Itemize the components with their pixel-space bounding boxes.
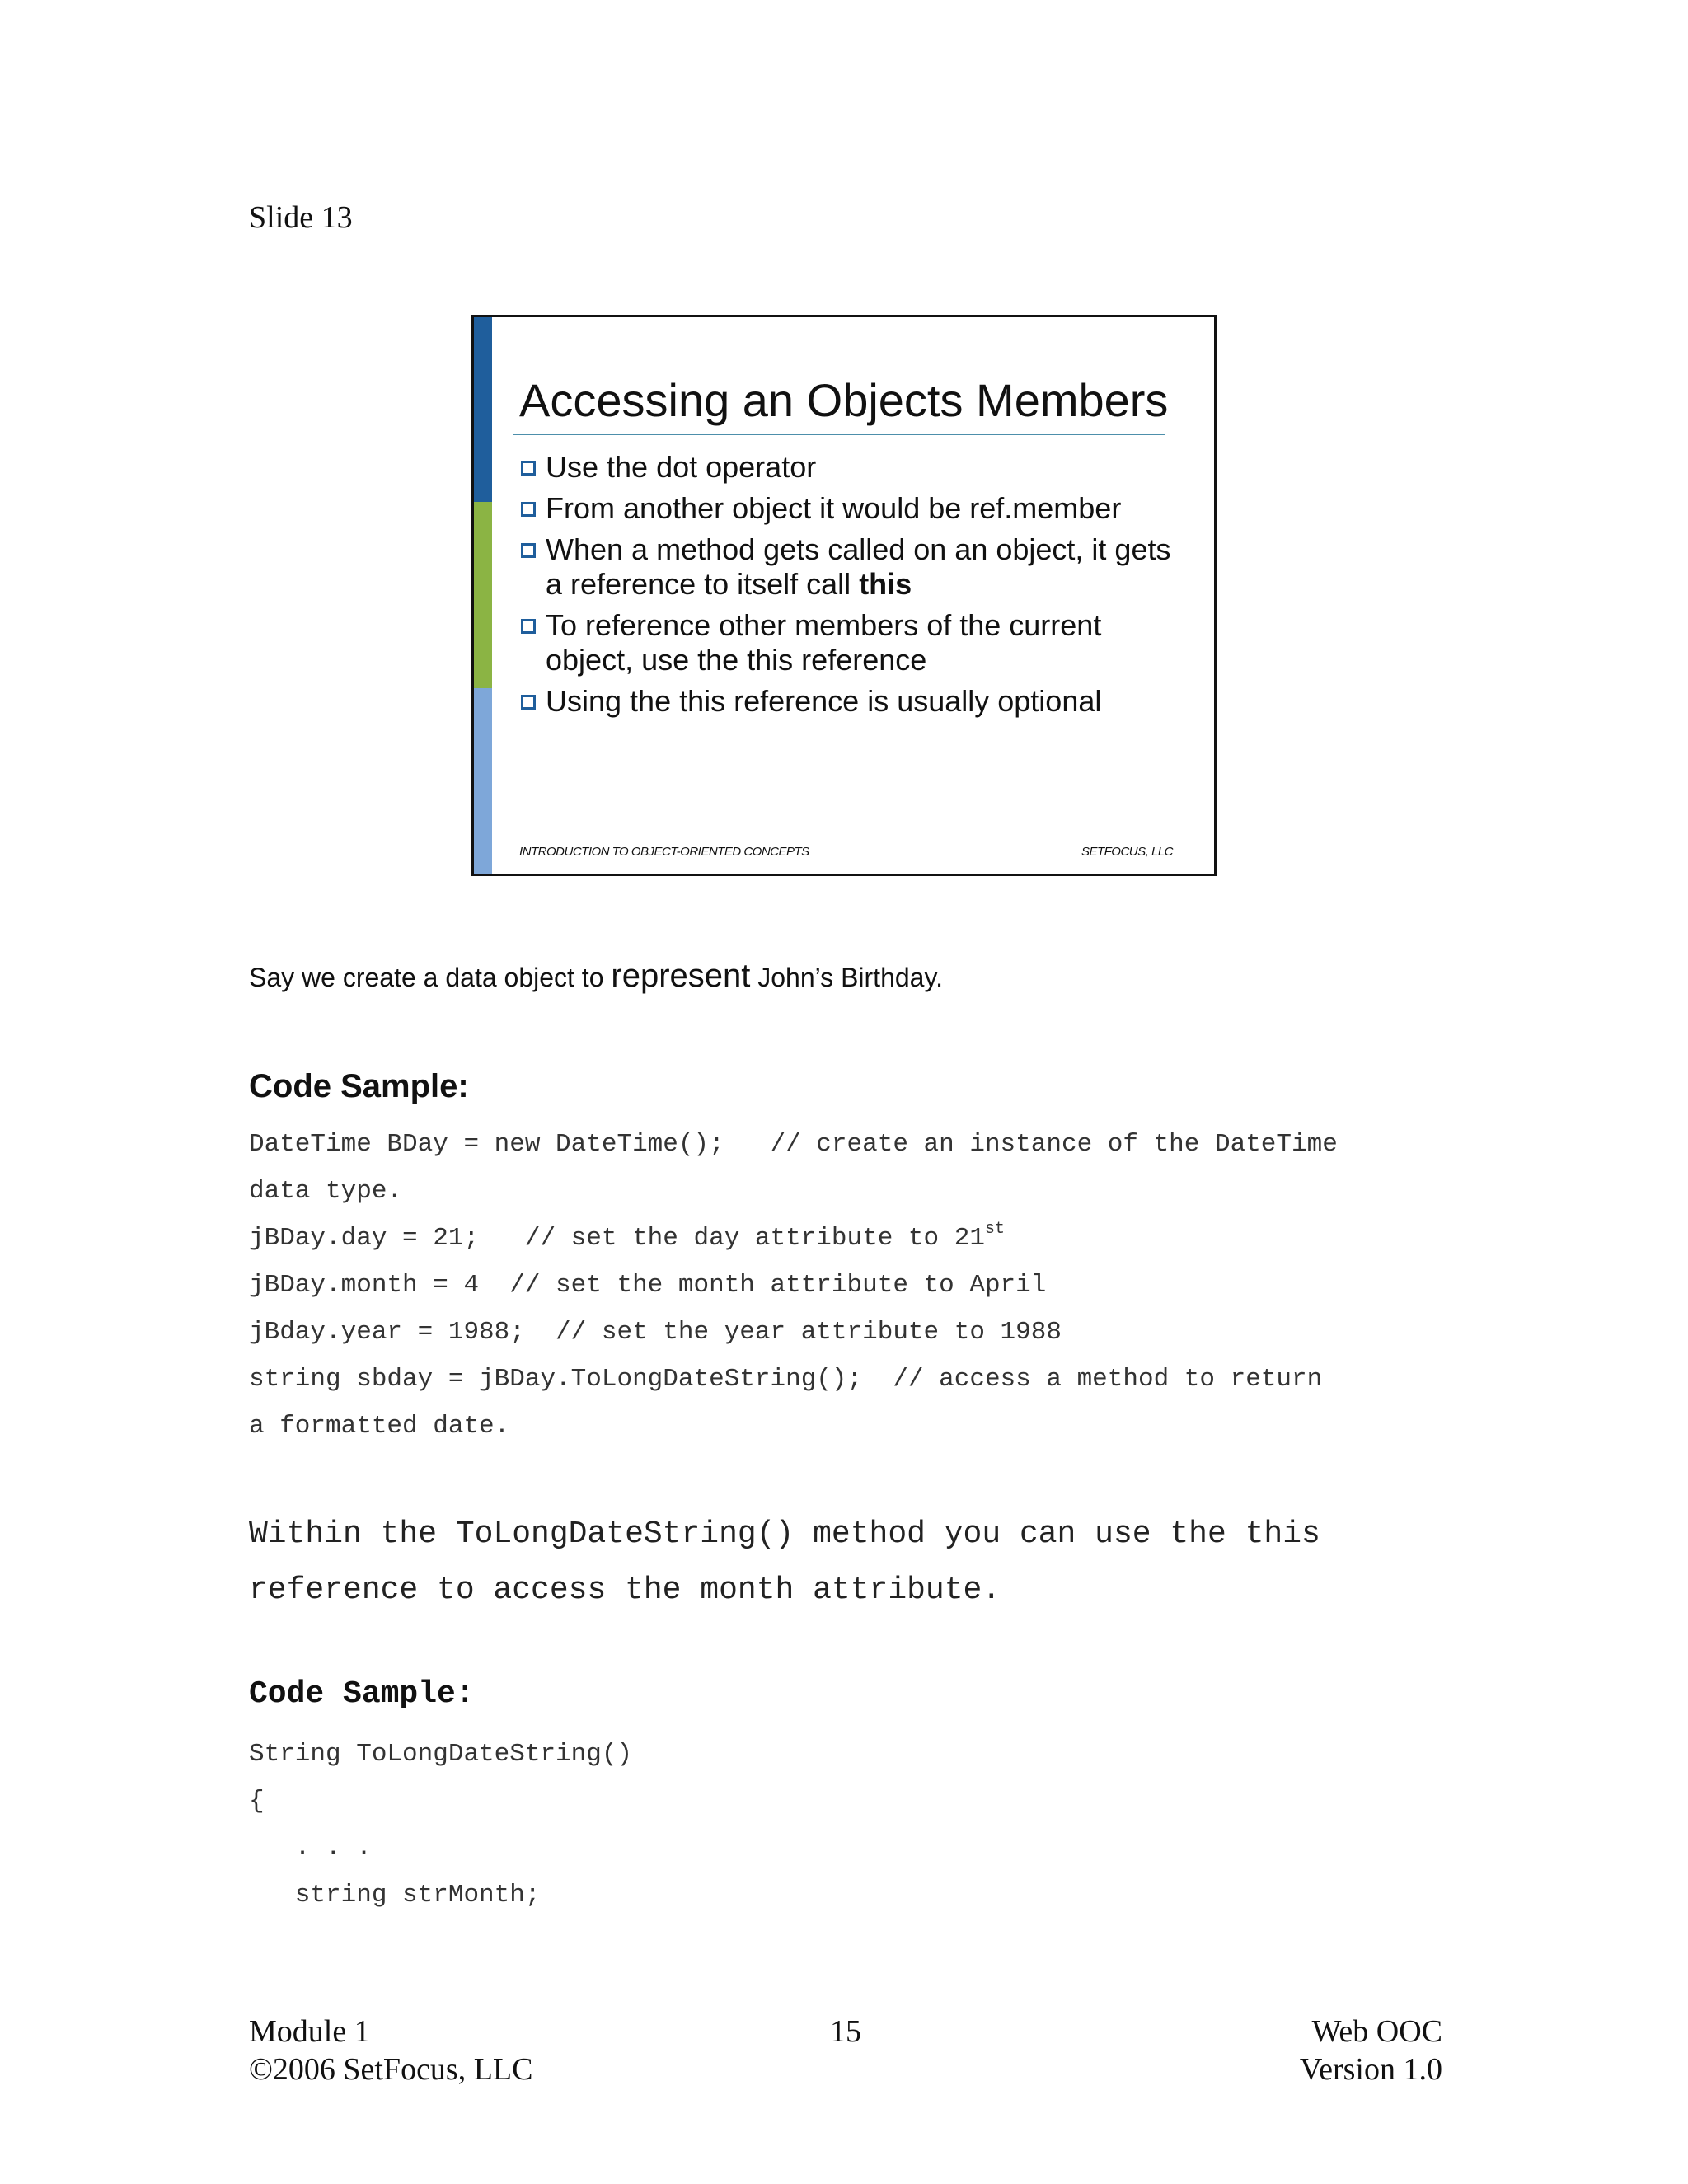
square-bullet-icon [521,619,536,634]
slide-bullet: Using the this reference is usually optional [519,684,1179,719]
slide-thumbnail [471,315,1217,876]
code-sample-2 [249,1731,632,1919]
slide-label: Slide 13 [249,200,353,235]
accent-bar-middle [474,502,492,688]
slide-bullet: To reference other members of the current object, use the this reference [519,608,1179,677]
code-line: a formatted date. [249,1412,510,1441]
code-line: data type. [249,1177,403,1206]
slide-bullet: When a method gets called on an object, it gets a reference to itself call this [519,532,1179,602]
square-bullet-icon [521,695,536,710]
square-bullet-icon [521,461,536,476]
footer-left: Module 1 ©2006 SetFocus, LLC [249,2014,533,2087]
code-line: DateTime BDay = new DateTime(); // create an instance of the DateTime [249,1130,1338,1159]
slide-bullet: Use the dot operator [519,450,1179,485]
code-sample-heading: Code Sample: [249,1068,469,1104]
code-line: String ToLongDateString() [249,1740,633,1769]
square-bullet-icon [521,543,536,558]
code-line: jBDay.month = 4 // set the month attribute to April [249,1271,1047,1300]
code-line: jBday.year = 1988; // set the year attribute to 1988 [249,1318,1062,1347]
page-number: 15 [830,2014,861,2049]
code-line: jBDay.day = 21; // set the day attribute to 21st [249,1220,1005,1253]
code-sample-heading: Code Sample: [249,1676,475,1712]
slide-footer-left: INTRODUCTION TO OBJECT-ORIENTED CONCEPTS [519,845,809,859]
code-line: { [249,1787,265,1816]
slide-bullet-list [519,450,1179,725]
slide-footer-right: SETFOCUS, LLC [1081,845,1173,859]
square-bullet-icon [521,502,536,517]
code-line: string sbday = jBDay.ToLongDateString(); // access a method to return [249,1365,1323,1394]
slide-bullet: From another object it would be ref.member [519,491,1179,526]
code-line: string strMonth; [249,1881,541,1910]
accent-bar-top [474,317,492,502]
code-line: . . . [249,1834,372,1863]
code-sample-1 [249,1121,1338,1450]
slide-title: Accessing an Objects Members [519,374,1169,426]
title-divider [513,434,1165,435]
intro-paragraph: Say we create a data object to represent John’s Birthday. [249,958,943,994]
ordinal-superscript: st [984,1220,1005,1239]
accent-bar-bottom [474,688,492,874]
this-reference-paragraph: Within the ToLongDateString() method you can use the this reference to access the month attribute. [249,1516,1320,1608]
bold-this-keyword: this [859,567,912,601]
footer-right: Web OOC Version 1.0 [1299,2014,1442,2087]
